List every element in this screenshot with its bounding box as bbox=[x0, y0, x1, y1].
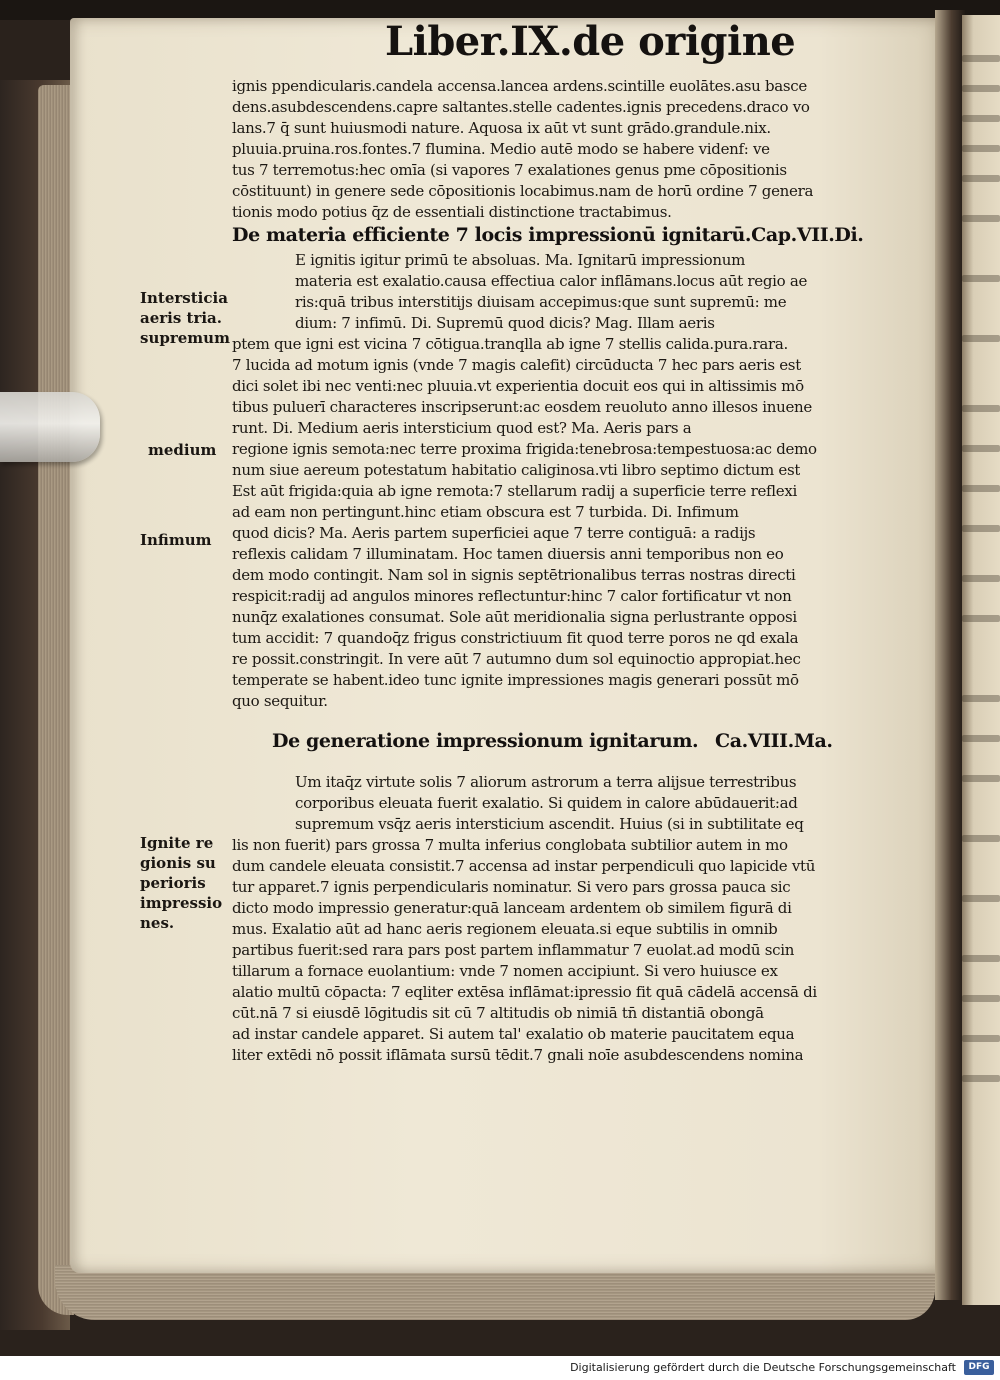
body-line: ignis ppendicularis.candela accensa.lancea ardens.scintille euolātes.asu basce bbox=[232, 77, 807, 95]
book-clasp-strap bbox=[0, 392, 100, 462]
chapter-8-line: lis non fuerit) pars grossa 7 multa inferius conglobata subtilior autem in mo bbox=[232, 836, 788, 854]
chapter-7-line: dem modo contingit. Nam sol in signis septētrionalibus terras nostras directi bbox=[232, 566, 796, 584]
body-line: cōstituunt) in genere sede cōpositionis locabimus.nam de horū ordine 7 genera bbox=[232, 182, 814, 200]
chapter-7-line: nunq̄z exalationes consumat. Sole aūt meridionalia signa perlustrante opposi bbox=[232, 608, 797, 626]
chapter-8-line: cūt.nā 7 si eiusdē lōgitudis sit cū 7 altitudis ob nimiā tn̄ distantiā obongā bbox=[232, 1004, 764, 1022]
page-edges-left bbox=[38, 85, 74, 1315]
chapter-8-heading-tail: Ca.VIII.Ma. bbox=[715, 730, 833, 752]
chapter-7-line: Est aūt frigida:quia ab igne remota:7 stellarum radij a superficie terre reflexi bbox=[232, 482, 798, 500]
dfg-logo-icon: DFG bbox=[964, 1360, 994, 1375]
chapter-7-line: dici solet ibi nec venti:nec pluuia.vt experientia docuit eos qui in altissimis mō bbox=[232, 377, 804, 395]
chapter-7-line: ad eam non pertingunt.hinc etiam obscura est 7 turbida. Di. Infimum bbox=[232, 503, 739, 521]
chapter-8-line: mus. Exalatio aūt ad hanc aeris regionem eleuata.si eque subtilis in omnib bbox=[232, 920, 778, 938]
chapter-8-line: ad instar candele apparet. Si autem tal' exalatio ob materie paucitatem equa bbox=[232, 1025, 795, 1043]
chapter-8-heading: De generatione impressionum ignitarum. bbox=[272, 730, 699, 752]
chapter-7-line: num siue aereum potestatum habitatio caliginosa.vti libro septimo dictum est bbox=[232, 461, 801, 479]
marginal-note: Infimum bbox=[140, 531, 212, 549]
chapter-7-line: tum accidit: 7 quandoq̄z frigus constrictiuum fit quod terre poros ne qd exala bbox=[232, 629, 799, 647]
chapter-8-line: corporibus eleuata fuerit exalatio. Si quidem in calore abūdauerit:ad bbox=[295, 794, 798, 812]
chapter-8-line: partibus fuerit:sed rara pars post partem inflammatur 7 euolat.ad modū scin bbox=[232, 941, 795, 959]
marginal-note: Ignite re bbox=[140, 834, 214, 852]
chapter-7-line: re possit.constringit. In vere aūt 7 autumno dum sol equinoctio appropiat.hec bbox=[232, 650, 801, 668]
chapter-8-line: liter extēdi nō possit iflāmata sursū tēdit.7 gnali noīe asubdescendens nomina bbox=[232, 1046, 804, 1064]
marginal-note: gionis su bbox=[140, 854, 216, 872]
desk-background bbox=[0, 0, 1000, 20]
chapter-7-line: reflexis calidam 7 illuminatam. Hoc tamen diuersis anni temporibus non eo bbox=[232, 545, 784, 563]
chapter-7-line: tibus puluerī characteres inscripserunt:ac eosdem reuoluto anno illesos inuene bbox=[232, 398, 812, 416]
chapter-8-line: dicto modo impressio generatur:quā lanceam ardentem ob similem figurā di bbox=[232, 899, 792, 917]
chapter-7-line: 7 lucida ad motum ignis (vnde 7 magis calefit) circūducta 7 hec pars aeris est bbox=[232, 356, 801, 374]
marginal-note: medium bbox=[148, 441, 217, 459]
body-line: pluuia.pruina.ros.fontes.7 flumina. Medio autē modo se habere videnf: ve bbox=[232, 140, 770, 158]
right-page-fragment bbox=[962, 15, 1000, 1305]
body-line: tionis modo potius q̄z de essentiali distinctione tractabimus. bbox=[232, 203, 672, 221]
chapter-8-line: dum candele eleuata consistit.7 accensa ad instar perpendiculi quo lapicide vtū bbox=[232, 857, 816, 875]
chapter-7-line: dium: 7 infimū. Di. Supremū quod dicis? Mag. Illam aeris bbox=[295, 314, 715, 332]
chapter-7-line: quo sequitur. bbox=[232, 692, 328, 710]
marginal-note: perioris bbox=[140, 874, 206, 892]
marginal-note: supremum bbox=[140, 329, 230, 347]
chapter-7-line: regione ignis semota:nec terre proxima frigida:tenebrosa:tempestuosa:ac demo bbox=[232, 440, 817, 458]
marginal-note: impressio bbox=[140, 894, 223, 912]
chapter-7-line: respicit:radij ad angulos minores reflectuntur:hinc 7 calor fortificatur vt non bbox=[232, 587, 792, 605]
book-gutter bbox=[935, 10, 965, 1300]
chapter-8-line: supremum vsq̄z aeris intersticium ascendit. Huius (si in subtilitate eq bbox=[295, 815, 804, 833]
chapter-7-line: ris:quā tribus interstitijs diuisam accepimus:que sunt supremū: me bbox=[295, 293, 787, 311]
chapter-7-line: temperate se habent.ideo tunc ignite impressiones magis generari possūt mō bbox=[232, 671, 799, 689]
running-title: Liber.IX.de origine bbox=[385, 18, 796, 65]
marginal-note: nes. bbox=[140, 914, 175, 932]
chapter-7-line: quod dicis? Ma. Aeris partem superficiei aque 7 terre contiguā: a radijs bbox=[232, 524, 756, 542]
body-line: tus 7 terremotus:hec omīa (si vapores 7 exalationes genus pme cōpositionis bbox=[232, 161, 787, 179]
chapter-7-line: materia est exalatio.causa effectiua calor inflāmans.locus aūt regio ae bbox=[295, 272, 808, 290]
chapter-7-heading: De materia efficiente 7 locis impressionū ignitarū.Cap.VII.Di. bbox=[232, 224, 864, 246]
body-line: lans.7 q̄ sunt huiusmodi nature. Aquosa ix aūt vt sunt grādo.grandule.nix. bbox=[232, 119, 771, 137]
chapter-7-line: E ignitis igitur primū te absoluas. Ma. Ignitarū impressionum bbox=[295, 251, 746, 269]
funding-credit: Digitalisierung gefördert durch die Deutsche Forschungsgemeinschaft bbox=[570, 1361, 956, 1374]
body-line: dens.asubdescendens.capre saltantes.stelle cadentes.ignis precedens.draco vo bbox=[232, 98, 810, 116]
footer-bar bbox=[0, 1356, 1000, 1380]
chapter-7-line: runt. Di. Medium aeris intersticium quod est? Ma. Aeris pars a bbox=[232, 419, 692, 437]
chapter-8-line: alatio multū cōpacta: 7 eqliter extēsa inflāmat:ipressio fit quā cādelā accensā di bbox=[232, 983, 817, 1001]
page-edges-bottom bbox=[55, 1265, 935, 1320]
chapter-7-line: ptem que igni est vicina 7 cōtigua.tranqlla ab igne 7 stellis calida.pura.rara. bbox=[232, 335, 788, 353]
marginal-note: aeris tria. bbox=[140, 309, 223, 327]
marginal-note: Intersticia bbox=[140, 289, 228, 307]
chapter-8-line: tillarum a fornace euolantium: vnde 7 nomen accipiunt. Si vero huiusce ex bbox=[232, 962, 778, 980]
chapter-8-line: Um itaq̄z virtute solis 7 aliorum astrorum a terra alijsue terrestribus bbox=[295, 773, 797, 791]
chapter-8-line: tur apparet.7 ignis perpendicularis nominatur. Si vero pars grossa pauca sic bbox=[232, 878, 791, 896]
